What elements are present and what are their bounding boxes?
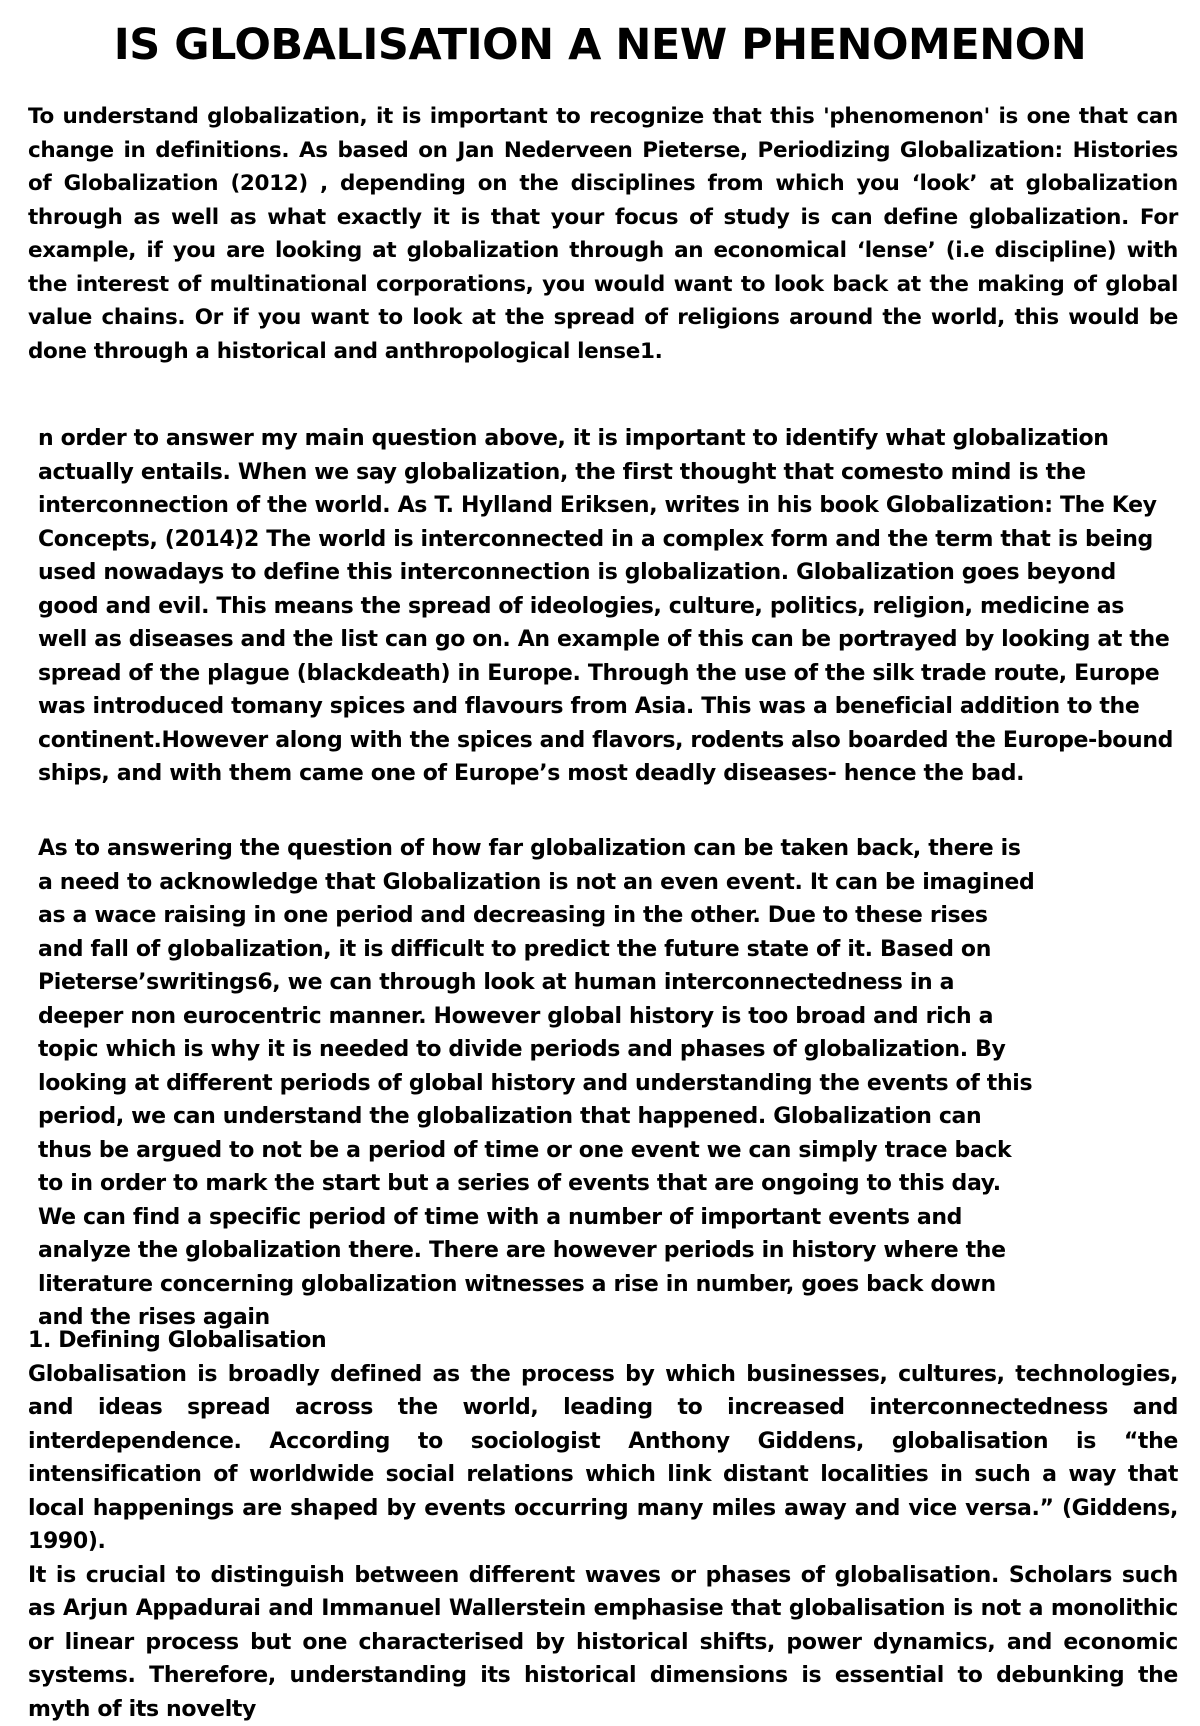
section-paragraph-phases: It is crucial to distinguish between different waves or phases of globalisation. Scholars such as Arjun Appadurai and Immanuel Wallerstein emphasise that globalisation is not a monolithic or linear process but one characterised by historical shifts, power dynamics, and economic systems. Therefore, understanding its historical dimensions is essential to debunking the myth of its novelty: [28, 1559, 1178, 1726]
intro-paragraph: To understand globalization, it is important to recognize that this 'phenomenon' is one that can change in definitions. As based on Jan Nederveen Pieterse, Periodizing Globalization: Histories of Globalization (2012) , depending on the disciplines from which you ‘look’ at globalization through as well as what exactly it is that your focus of study is can define globalization. For example, if you are looking at globalization through an economical ‘lense’ (i.e discipline) with the interest of multinational corporations, you would want to look back at the making of global value chains. Or if you want to look at the spread of religions around the world, this would be done through a historical and anthropological lense1.: [28, 100, 1178, 368]
body-paragraph-interconnection: n order to answer my main question above, it is important to identify what globalization actually entails. When we say globalization, the first thought that comesto mind is the interconnection of the world. As T. Hylland Eriksen, writes in his book Globalization: The Key Concepts, (2014)2 The world is interconnected in a complex form and the term that is being used nowadays to define this interconnection is globalization. Globalization goes beyond good and evil. This means the spread of ideologies, culture, politics, religion, medicine as well as diseases and the list can go on. An example of this can be portrayed by looking at the spread of the plague (blackdeath) in Europe. Through the use of the silk trade route, Europe was introduced tomany spices and flavours from Asia. This was a beneficial addition to the continent.However along with the spices and flavors, rodents also boarded the Europe-bound ships, and with them came one of Europe’s most deadly diseases- hence the bad.: [38, 422, 1178, 791]
section-heading: 1. Defining Globalisation: [28, 1324, 1178, 1358]
section-defining-globalisation: [28, 1324, 1178, 1726]
page-title: IS GLOBALISATION A NEW PHENOMENON: [0, 20, 1200, 70]
body-paragraph-periods: As to answering the question of how far globalization can be taken back, there is a need to acknowledge that Globalization is not an even event. It can be imagined as a wace raising in one period and decreasing in the other. Due to these rises and fall of globalization, it is difficult to predict the future state of it. Based on Pieterse’swritings6, we can through look at human interconnectedness in a deeper non eurocentric manner. However global history is too broad and rich a topic which is why it is needed to divide periods and phases of globalization. By looking at different periods of global history and understanding the events of this period, we can understand the globalization that happened. Globalization can thus be argued to not be a period of time or one event we can simply trace back to in order to mark the start but a series of events that are ongoing to this day. We can find a specific period of time with a number of important events and analyze the globalization there. There are however periods in history where the literature concerning globalization witnesses a rise in number, goes back down and the rises again: [38, 832, 1038, 1335]
section-paragraph-definition: Globalisation is broadly defined as the process by which businesses, cultures, technologies, and ideas spread across the world, leading to increased interconnectedness and interdependence. According to sociologist Anthony Giddens, globalisation is “the intensification of worldwide social relations which link distant localities in such a way that local happenings are shaped by events occurring many miles away and vice versa.” (Giddens, 1990).: [28, 1358, 1178, 1559]
